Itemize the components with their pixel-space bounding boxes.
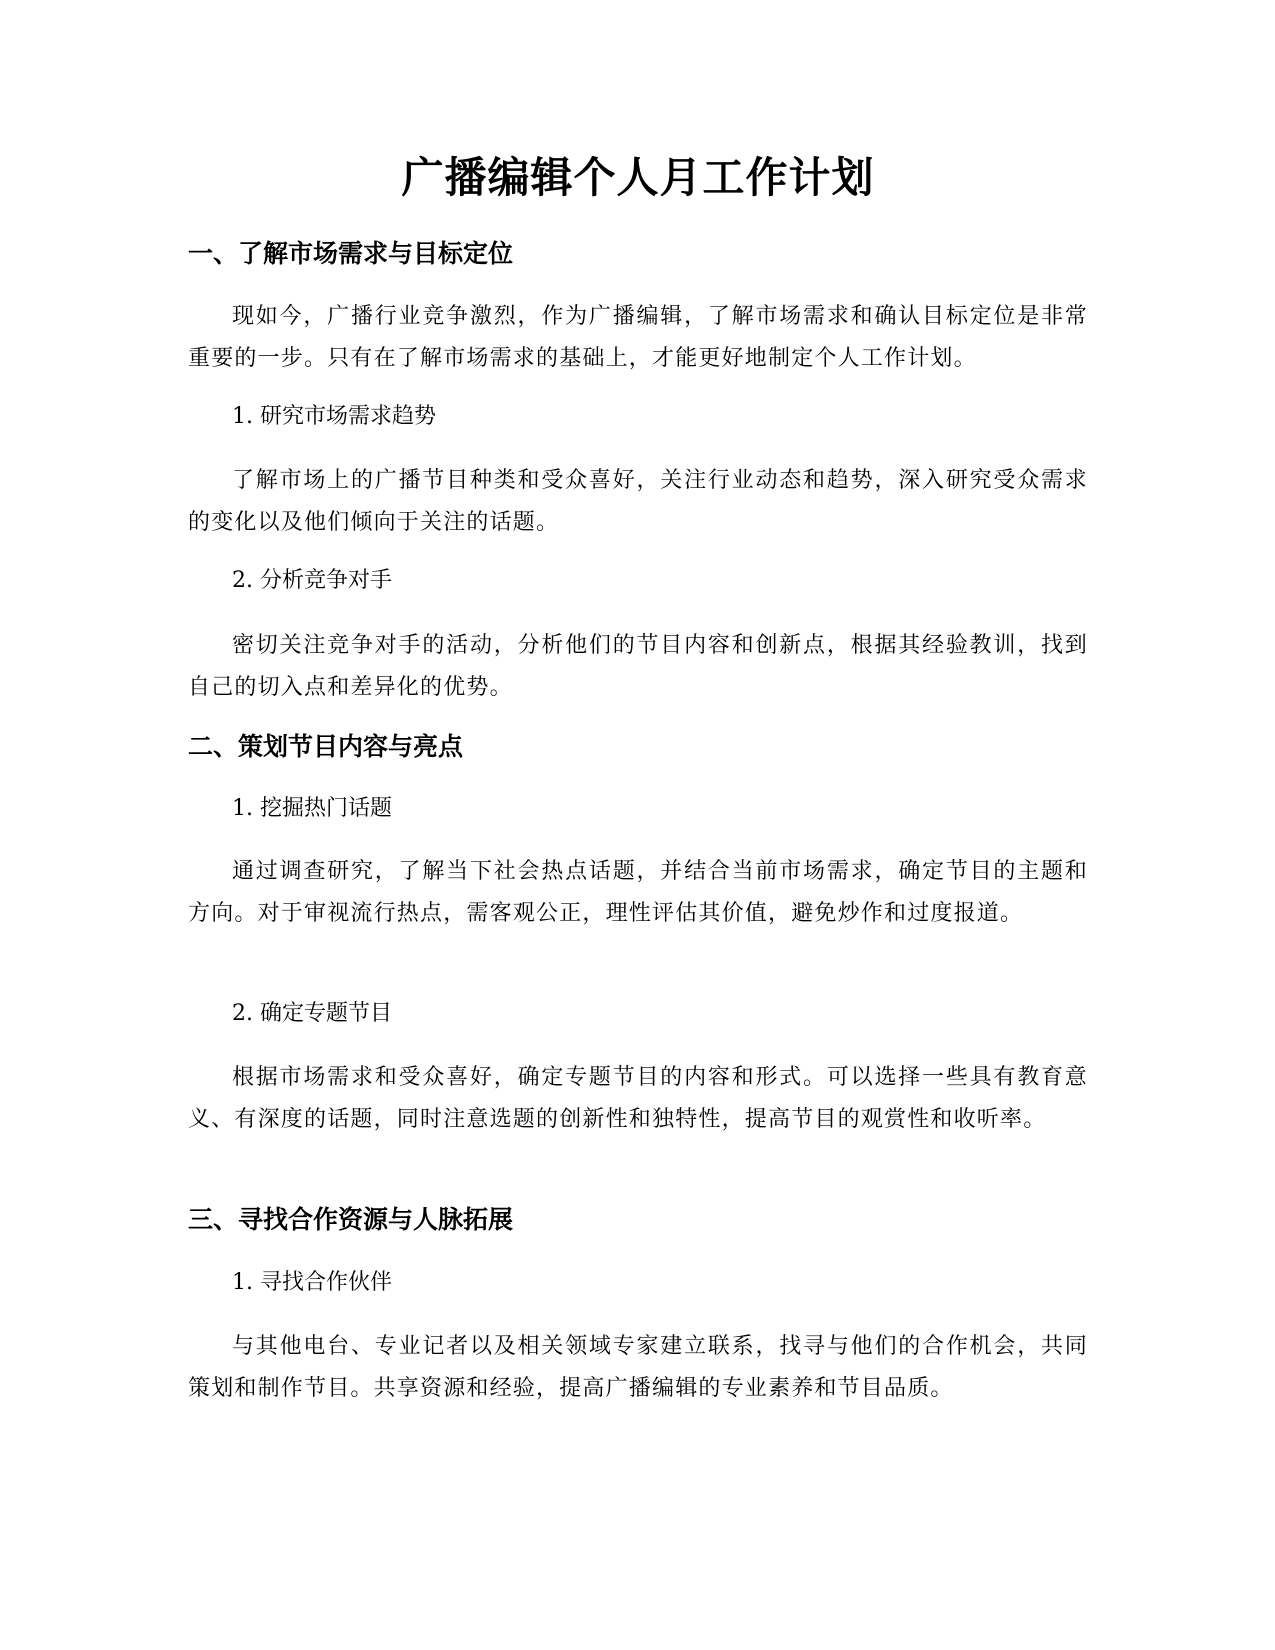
section-2-item-2-text: 根据市场需求和受众喜好，确定专题节目的内容和形式。可以选择一些具有教育意义、有深度的话题，同时注意选题的创新性和独特性，提高节目的观赏性和收听率。 [188, 1065, 1088, 1132]
section-2-item-1-text: 通过调查研究，了解当下社会热点话题，并结合当前市场需求，确定节目的主题和方向。对于审视流行热点，需客观公正，理性评估其价值，避免炒作和过度报道。 [188, 859, 1088, 926]
section-1-item-2-label: 2. 分析竞争对手 [232, 568, 392, 593]
section-2-item-1-label: 1. 挖掘热门话题 [232, 796, 392, 821]
section-1-item-2-text: 密切关注竞争对手的活动，分析他们的节目内容和创新点，根据其经验教训，找到自己的切入点和差异化的优势。 [188, 633, 1088, 700]
section-3-item-1-label: 1. 寻找合作伙伴 [232, 1270, 392, 1295]
section-1-intro: 现如今，广播行业竞争激烈，作为广播编辑，了解市场需求和确认目标定位是非常重要的一步。只有在了解市场需求的基础上，才能更好地制定个人工作计划。 [188, 304, 1088, 371]
section-heading-1: 一、了解市场需求与目标定位 [188, 239, 514, 268]
section-3-item-1-text: 与其他电台、专业记者以及相关领域专家建立联系，找寻与他们的合作机会，共同策划和制作节目。共享资源和经验，提高广播编辑的专业素养和节目品质。 [188, 1334, 1088, 1401]
section-heading-3: 三、寻找合作资源与人脉拓展 [188, 1205, 514, 1234]
section-1-item-1-text: 了解市场上的广播节目种类和受众喜好，关注行业动态和趋势，深入研究受众需求的变化以及他们倾向于关注的话题。 [188, 468, 1088, 535]
section-heading-2: 二、策划节目内容与亮点 [188, 732, 464, 761]
section-1-item-1-label: 1. 研究市场需求趋势 [232, 404, 436, 429]
section-2-item-2-label: 2. 确定专题节目 [232, 1001, 392, 1026]
document-title: 广播编辑个人月工作计划 [401, 153, 875, 202]
